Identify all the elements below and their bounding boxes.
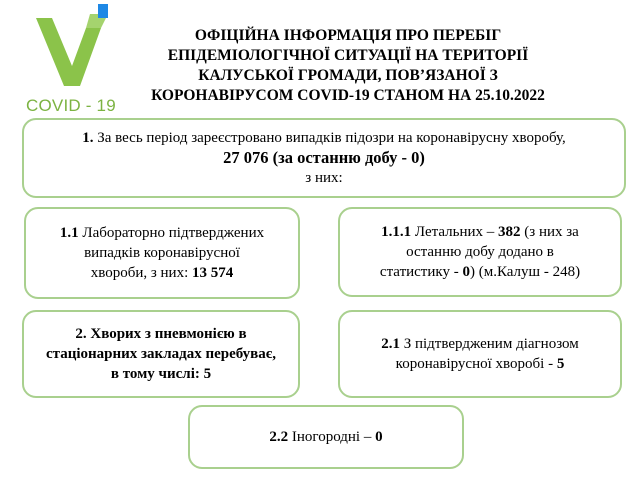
pneumonia-box (22, 310, 300, 398)
box111-line3b: ) (м.Калуш - 248) (469, 264, 581, 280)
box111-value: 382 (498, 224, 521, 240)
box21-line1: З підтвердженим діагнозом (399, 336, 579, 352)
fatal-cases-box (338, 207, 622, 297)
box21-value: 5 (556, 356, 565, 372)
box2-line1: 2. Хворих з пневмонією в (75, 326, 247, 342)
box11-line1: Лабораторно підтверджених (78, 225, 265, 241)
lab-confirmed-box (24, 207, 300, 299)
box111-value2: 0 (462, 264, 470, 280)
confirmed-diagnosis-box (338, 310, 622, 398)
box111-line2: останню добу додано в (406, 244, 554, 260)
nonresident-box (188, 405, 464, 469)
title-line-3: КАЛУСЬКОЇ ГРОМАДИ, ПОВ’ЯЗАНОЇ З (198, 67, 498, 84)
title-line-1: ОФІЦІЙНА ІНФОРМАЦІЯ ПРО ПЕРЕБІГ (194, 27, 502, 44)
box22-text: Іногородні – (288, 429, 376, 445)
box1-number: 1. (82, 130, 94, 146)
box1-total: 27 076 (за останню добу - 0) (223, 148, 425, 167)
box11-value: 13 574 (192, 265, 234, 281)
box22-value: 0 (375, 429, 383, 445)
box1-footer: з них: (305, 170, 343, 186)
page-title (128, 26, 568, 106)
total-suspected-box (22, 118, 626, 198)
box2-value: 5 (203, 366, 212, 382)
box11-line2: випадків коронавірусної (84, 245, 240, 261)
box21-number: 2.1 (381, 336, 400, 352)
box2-line3: в тому числі: (110, 366, 204, 382)
box1-text: За весь період зареєстровано випадків підозри на коронавірусну хворобу, (93, 130, 566, 146)
covid-logo (20, 4, 130, 114)
title-line-4: КОРОНАВІРУСОМ COVID-19 СТАНОМ НА 25.10.2022 (151, 87, 545, 104)
box11-line3: хвороби, з них: (90, 265, 193, 281)
box21-line2: коронавірусної хворобі - (395, 356, 557, 372)
box111-line1a: Летальних – (411, 224, 499, 240)
box11-number: 1.1 (59, 225, 79, 241)
covid-v-icon (30, 4, 122, 96)
box111-number: 1.1.1 (381, 224, 412, 240)
title-line-2: ЕПІДЕМІОЛОГІЧНОЇ СИТУАЦІЇ НА ТЕРИТОРІЇ (167, 47, 529, 64)
box22-number: 2.2 (269, 429, 289, 445)
logo-text: COVID - 19 (26, 96, 116, 115)
box111-line1b: (з них за (520, 224, 579, 240)
box2-line2: стаціонарних закладах перебуває, (45, 346, 277, 362)
box111-line3a: статистику - (379, 264, 463, 280)
